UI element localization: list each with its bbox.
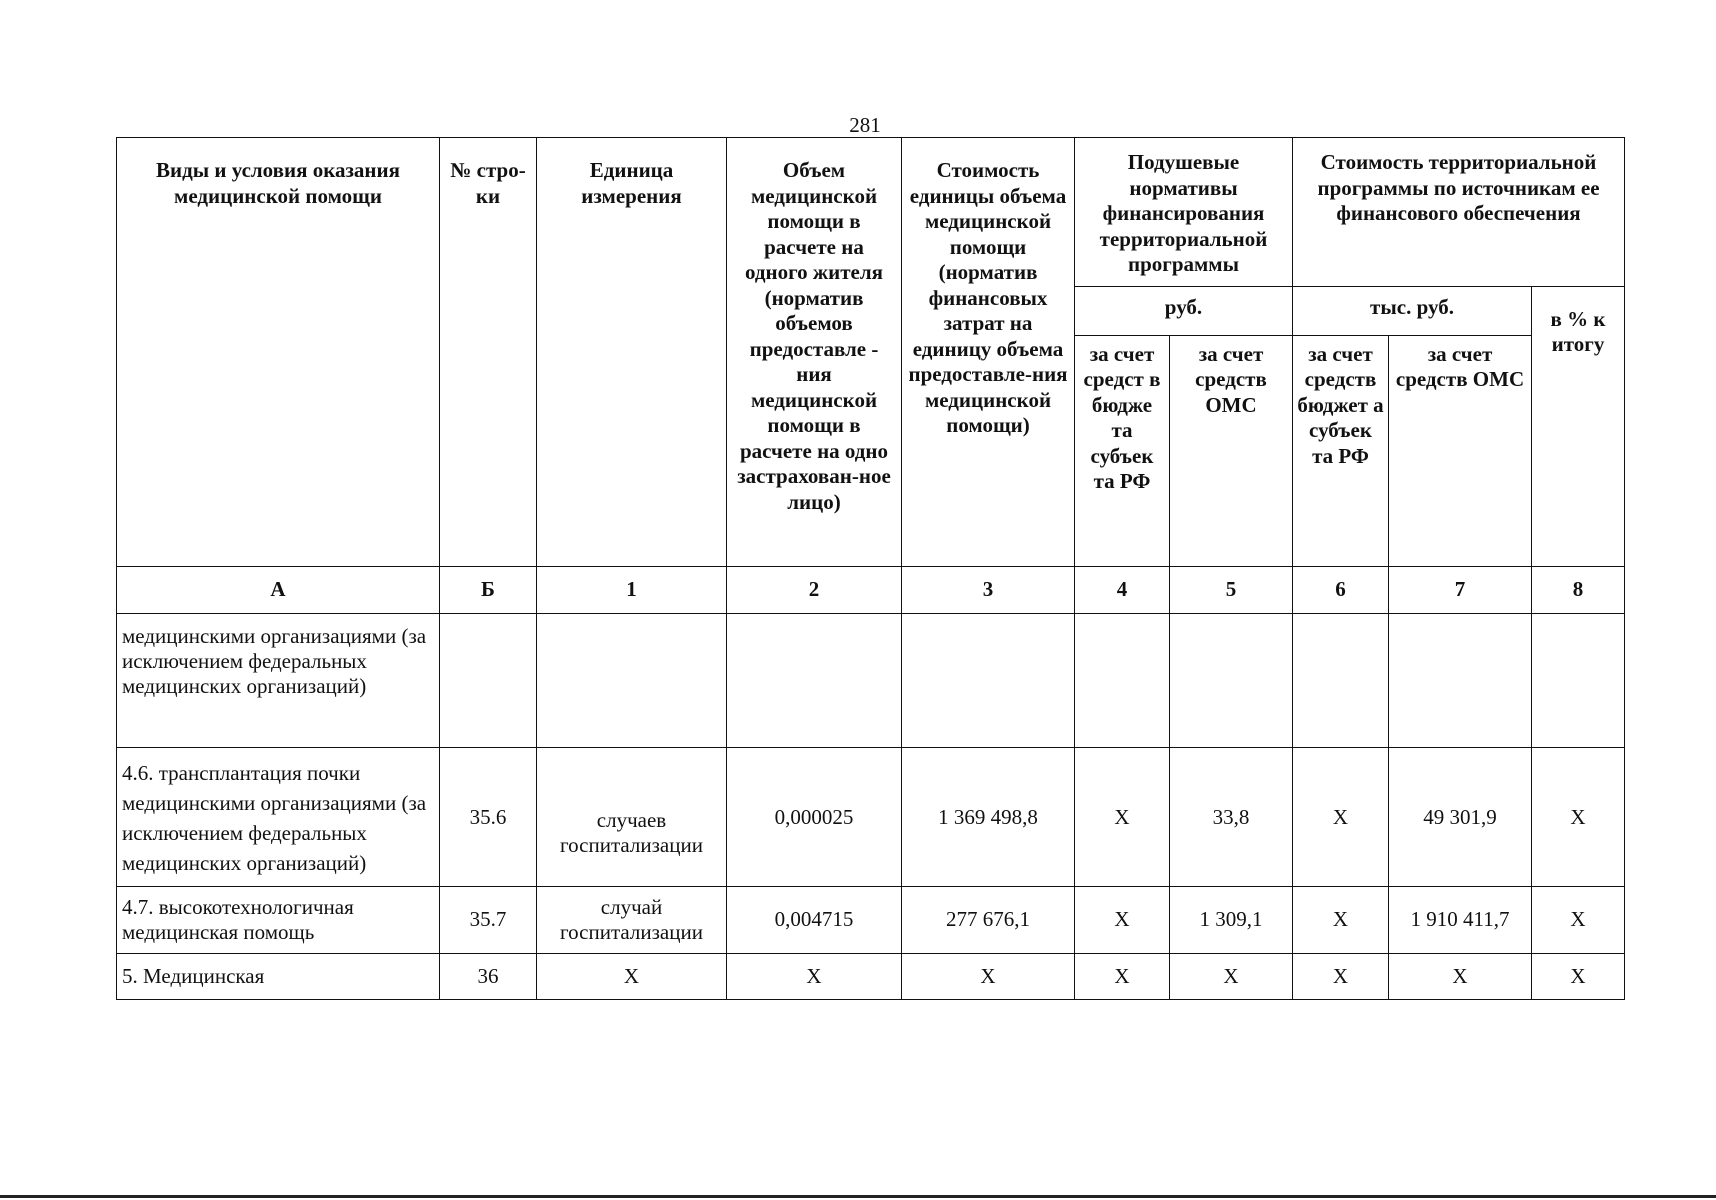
row-c4: Х	[1075, 886, 1170, 953]
header-group-cost: Стоимость территориальной программы по источникам ее финансового обеспечения	[1293, 138, 1625, 287]
table-row	[117, 747, 1625, 886]
column-number: 8	[1532, 566, 1625, 613]
row-unit: случай госпитализации	[537, 886, 727, 953]
header-col-3: Стоимость единицы объема медицинской помощи (норматив финансовых затрат на единицу объема предоставле-ния медицинской помощи)	[902, 138, 1075, 567]
document-table-wrapper	[116, 137, 1625, 1000]
financing-table	[116, 137, 1625, 1000]
column-number: Б	[440, 566, 537, 613]
row-c7: 49 301,9	[1389, 747, 1532, 886]
row-unit: Х	[537, 953, 727, 999]
column-number: А	[117, 566, 440, 613]
row-c6: Х	[1293, 886, 1389, 953]
header-col-b: № стро-ки	[440, 138, 537, 567]
column-number: 2	[727, 566, 902, 613]
row-c5: Х	[1170, 953, 1293, 999]
row-unit-cost: 1 369 498,8	[902, 747, 1075, 886]
table-row	[117, 886, 1625, 953]
row-c8: Х	[1532, 747, 1625, 886]
row-name: медицинскими организациями (за исключением федеральных медицинских организаций)	[117, 613, 440, 747]
header-col-8: в % к итогу	[1532, 286, 1625, 566]
row-c4: Х	[1075, 953, 1170, 999]
header-col-4: за счет средст в бюдже та субъек та РФ	[1075, 335, 1170, 566]
header-group-per-capita: Подушевые нормативы финансирования территориальной программы	[1075, 138, 1293, 287]
column-number: 1	[537, 566, 727, 613]
header-unit-rub: руб.	[1075, 286, 1293, 335]
row-c6: Х	[1293, 953, 1389, 999]
row-c7	[1389, 613, 1532, 747]
row-c7: Х	[1389, 953, 1532, 999]
row-c5: 1 309,1	[1170, 886, 1293, 953]
table-row	[117, 613, 1625, 747]
row-unit-cost	[902, 613, 1075, 747]
header-col-6: за счет средств бюджет а субъек та РФ	[1293, 335, 1389, 566]
row-volume: 0,004715	[727, 886, 902, 953]
table-row	[117, 953, 1625, 999]
column-number: 5	[1170, 566, 1293, 613]
header-col-7: за счет средств ОМС	[1389, 335, 1532, 566]
row-c8: Х	[1532, 886, 1625, 953]
header-col-1: Единица измерения	[537, 138, 727, 567]
row-name: 4.6. трансплантация почки медицинскими организациями (за исключением федеральных медицинских организаций)	[117, 747, 440, 886]
row-line	[440, 613, 537, 747]
row-volume: 0,000025	[727, 747, 902, 886]
header-col-a: Виды и условия оказания медицинской помощи	[117, 138, 440, 567]
scan-edge-line	[0, 1195, 1716, 1198]
row-c7: 1 910 411,7	[1389, 886, 1532, 953]
column-number: 7	[1389, 566, 1532, 613]
row-c8: Х	[1532, 953, 1625, 999]
row-c8	[1532, 613, 1625, 747]
column-number: 6	[1293, 566, 1389, 613]
row-unit-cost: Х	[902, 953, 1075, 999]
column-number: 4	[1075, 566, 1170, 613]
row-name: 4.7. высокотехнологичная медицинская помощь	[117, 886, 440, 953]
row-line: 35.6	[440, 747, 537, 886]
row-c4	[1075, 613, 1170, 747]
column-numbers-row	[117, 566, 1625, 613]
row-c5	[1170, 613, 1293, 747]
row-line: 35.7	[440, 886, 537, 953]
row-line: 36	[440, 953, 537, 999]
column-number: 3	[902, 566, 1075, 613]
row-c5: 33,8	[1170, 747, 1293, 886]
row-volume	[727, 613, 902, 747]
row-volume: Х	[727, 953, 902, 999]
row-c6: Х	[1293, 747, 1389, 886]
page-number: 281	[849, 113, 881, 137]
row-unit-cost: 277 676,1	[902, 886, 1075, 953]
row-unit	[537, 613, 727, 747]
row-c6	[1293, 613, 1389, 747]
header-unit-thousand-rub: тыс. руб.	[1293, 286, 1532, 335]
header-col-5: за счет средств ОМС	[1170, 335, 1293, 566]
header-col-2: Объем медицинской помощи в расчете на одного жителя (норматив объемов предоставле - ния медицинской помощи в расчете на одно застрахован-ное лицо)	[727, 138, 902, 567]
row-c4: Х	[1075, 747, 1170, 886]
row-unit: случаев госпитализации	[537, 747, 727, 886]
row-name: 5. Медицинская	[117, 953, 440, 999]
